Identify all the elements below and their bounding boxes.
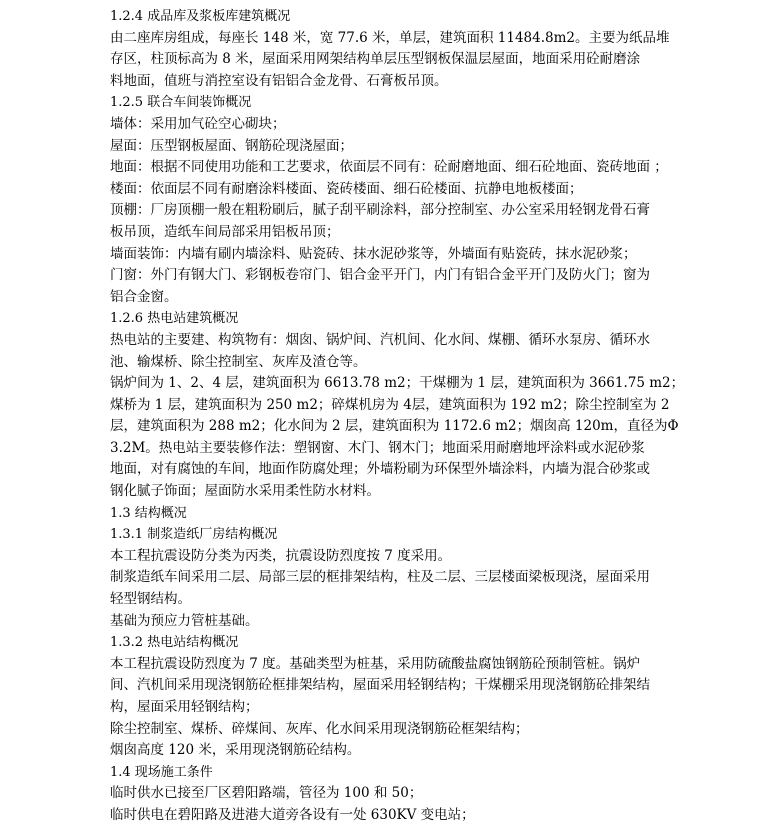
body-text-line: 地面：根据不同使用功能和工艺要求，依面层不同有：砼耐磨地面、细石砼地面、瓷砖地面 ； bbox=[110, 159, 668, 176]
body-text-line: 锅炉间为 1、2、4 层，建筑面积为 6613.78 m2；干煤棚为 1 层，建筑面积为 3661.75 m2； bbox=[110, 375, 685, 392]
body-text-line: 地面，对有腐蚀的车间，地面作防腐处理；外墙粉刷为环保型外墙涂料，内墙为混合砂浆或 bbox=[110, 461, 650, 478]
body-text-line: 屋面：压型钢板屋面、钢筋砼现浇屋面； bbox=[110, 137, 353, 154]
section-heading: 1.4 现场施工条件 bbox=[110, 764, 213, 780]
body-text-line: 煤桥为 1 层，建筑面积为 250 m2；碎煤机房为 4层，建筑面积为 192 m2；除尘控制室为 2 bbox=[110, 396, 670, 413]
body-text-line: 本工程抗震设防分类为丙类，抗震设防烈度按 7 度采用。 bbox=[110, 547, 452, 564]
body-text-line: 层，建筑面积为 288 m2；化水间为 2 层，建筑面积为 1172.6 m2；烟囱高 120m，直径为Φ bbox=[110, 418, 679, 435]
body-text-line: 基础为预应力管桩基础。 bbox=[110, 612, 259, 629]
body-text-line: 烟囱高度 120 米，采用现浇钢筋砼结构。 bbox=[110, 742, 361, 759]
body-text-line: 热电站的主要建、构筑物有：烟囱、锅炉间、汽机间、化水间、煤棚、循环水泵房、循环水 bbox=[110, 331, 650, 348]
body-text-line: 本工程抗震设防烈度为 7 度。基础类型为桩基，采用防硫酸盐腐蚀钢筋砼预制管桩。锅炉 bbox=[110, 655, 641, 672]
body-text-line: 3.2M。热电站主要装修作法：塑钢窗、木门、钢木门；地面采用耐磨地坪涂料或水泥砂浆 bbox=[110, 439, 645, 456]
body-text-line: 池、输煤桥、除尘控制室、灰库及渣仓等。 bbox=[110, 353, 367, 370]
body-text-line: 楼面：依面层不同有耐磨涂料楼面、瓷砖楼面、细石砼楼面、抗静电地板楼面； bbox=[110, 180, 583, 197]
body-text-line: 间、汽机间采用现浇钢筋砼框排架结构，屋面采用轻钢结构；干煤棚采用现浇钢筋砼排架结 bbox=[110, 677, 650, 694]
body-text-line: 由二座库房组成，每座长 148 米，宽 77.6 米，单层，建筑面积 11484.8m2。主要为纸品堆 bbox=[110, 29, 670, 46]
body-text-line: 制浆造纸车间采用二层、局部三层的框排架结构，柱及二层、三层楼面梁板现浇，屋面采用 bbox=[110, 569, 650, 586]
body-text-line: 门窗：外门有钢大门、彩钢板卷帘门、铝合金平开门，内门有铝合金平开门及防火门；窗为 bbox=[110, 267, 650, 284]
body-text-line: 构，屋面采用轻钢结构； bbox=[110, 699, 259, 715]
section-heading: 1.2.6 热电站建筑概况 bbox=[110, 311, 239, 327]
body-text-line: 墙体：采用加气砼空心砌块； bbox=[110, 115, 286, 132]
body-text-line: 临时供水已接至厂区碧阳路端，管径为 100 和 50； bbox=[110, 785, 423, 802]
section-heading: 1.3.2 热电站结构概况 bbox=[110, 635, 239, 651]
section-heading: 1.3.1 制浆造纸厂房结构概况 bbox=[110, 527, 278, 543]
section-heading: 1.3 结构概况 bbox=[110, 505, 187, 521]
body-text-line: 存区，柱顶标高为 8 米，屋面采用网架结构单层压型钢板保温层屋面，地面采用砼耐磨涂 bbox=[110, 51, 641, 68]
body-text-line: 墙面装饰：内墙有刷内墙涂料、贴瓷砖、抹水泥砂浆等，外墙面有贴瓷砖，抹水泥砂浆； bbox=[110, 245, 637, 262]
body-text-line: 料地面，值班与消控室设有铝铝合金龙骨、石膏板吊顶。 bbox=[110, 72, 448, 89]
body-text-line: 轻型钢结构。 bbox=[110, 591, 191, 608]
section-heading: 1.2.4 成品库及浆板库建筑概况 bbox=[110, 9, 291, 24]
section-heading: 1.2.5 联合车间装饰概况 bbox=[110, 95, 252, 111]
body-text-line: 板吊顶，造纸车间局部采用铝板吊顶； bbox=[110, 223, 340, 240]
body-text-line: 除尘控制室、煤桥、碎煤间、灰库、化水间采用现浇钢筋砼框架结构； bbox=[110, 720, 529, 737]
body-text-line: 铝合金窗。 bbox=[110, 288, 178, 305]
body-text-line: 临时供电在碧阳路及进港大道旁各设有一处 630KV 变电站； bbox=[110, 806, 475, 823]
body-text-line: 顶棚：厂房顶棚一般在粗粉刷后，腻子刮平刷涂料，部分控制室、办公室采用轻钢龙骨石膏 bbox=[110, 202, 650, 219]
body-text-line: 钢化腻子饰面；屋面防水采用柔性防水材料。 bbox=[110, 483, 380, 500]
